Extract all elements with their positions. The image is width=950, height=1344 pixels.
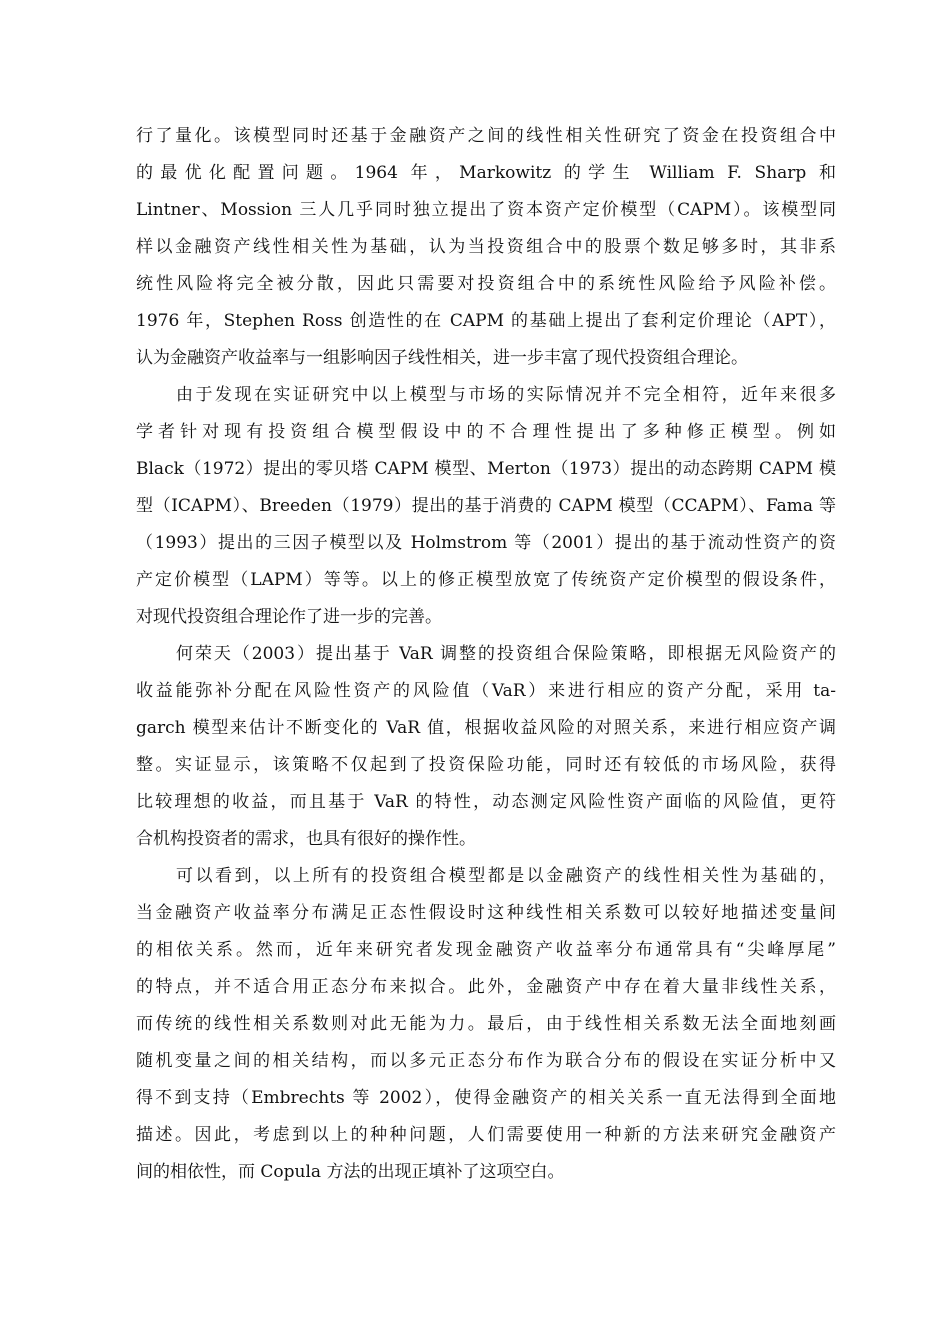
text-line: 统性风险将完全被分散，因此只需要对投资组合中的系统性风险给予风险补偿。 [136, 274, 836, 294]
text-line: Lintner、Mossion 三人几乎同时独立提出了资本资产定价模型（CAPM）。该模型同 [136, 200, 836, 220]
text-line: 产定价模型（LAPM）等等。以上的修正模型放宽了传统资产定价模型的假设条件， [136, 570, 836, 590]
paragraph-first-line: 可以看到，以上所有的投资组合模型都是以金融资产的线性相关性为基础的， [176, 866, 836, 886]
text-line: 间的相依性，而 Copula 方法的出现正填补了这项空白。 [136, 1162, 565, 1182]
text-line: 认为金融资产收益率与一组影响因子线性相关，进一步丰富了现代投资组合理论。 [136, 348, 748, 368]
text-line: 对现代投资组合理论作了进一步的完善。 [136, 607, 442, 627]
text-line: 学者针对现有投资组合模型假设中的不合理性提出了多种修正模型。例如 [136, 422, 836, 442]
text-line: Black（1972）提出的零贝塔 CAPM 模型、Merton（1973）提出的动态跨期 CAPM 模 [136, 459, 836, 479]
text-line: 样以金融资产线性相关性为基础，认为当投资组合中的股票个数足够多时，其非系 [136, 237, 836, 257]
text-line: 1976 年，Stephen Ross 创造性的在 CAPM 的基础上提出了套利定价理论（APT）， [136, 311, 836, 331]
paragraph-first-line: 由于发现在实证研究中以上模型与市场的实际情况并不完全相符，近年来很多 [176, 385, 836, 405]
text-line: 的特点，并不适合用正态分布来拟合。此外，金融资产中存在着大量非线性关系， [136, 977, 836, 997]
text-line: 而传统的线性相关系数则对此无能为力。最后，由于线性相关系数无法全面地刻画 [136, 1014, 836, 1034]
text-line: 得不到支持（Embrechts 等 2002），使得金融资产的相关关系一直无法得到全面地 [136, 1088, 836, 1108]
text-line: 收益能弥补分配在风险性资产的风险值（VaR）来进行相应的资产分配，采用 ta- [136, 681, 836, 701]
text-line: 型（ICAPM）、Breeden（1979）提出的基于消费的 CAPM 模型（CCAPM）、Fama 等 [136, 496, 836, 516]
text-line: 比较理想的收益，而且基于 VaR 的特性，动态测定风险性资产面临的风险值，更符 [136, 792, 836, 812]
text-line: 行了量化。该模型同时还基于金融资产之间的线性相关性研究了资金在投资组合中 [136, 126, 836, 146]
paragraph-first-line: 何荣天（2003）提出基于 VaR 调整的投资组合保险策略，即根据无风险资产的 [176, 644, 836, 664]
text-line: 合机构投资者的需求，也具有很好的操作性。 [136, 829, 476, 849]
text-line: 的最优化配置问题。1964 年，Markowitz 的学生 William F. Sharp 和 [136, 163, 836, 183]
text-line: 的相依关系。然而，近年来研究者发现金融资产收益率分布通常具有“尖峰厚尾” [136, 940, 836, 960]
text-line: garch 模型来估计不断变化的 VaR 值，根据收益风险的对照关系，来进行相应资产调 [136, 718, 836, 738]
text-line: （1993）提出的三因子模型以及 Holmstrom 等（2001）提出的基于流动性资产的资 [136, 533, 836, 553]
text-line: 描述。因此，考虑到以上的种种问题，人们需要使用一种新的方法来研究金融资产 [136, 1125, 836, 1145]
text-line: 整。实证显示，该策略不仅起到了投资保险功能，同时还有较低的市场风险，获得 [136, 755, 836, 775]
text-line: 随机变量之间的相关结构，而以多元正态分布作为联合分布的假设在实证分析中又 [136, 1051, 836, 1071]
text-line: 当金融资产收益率分布满足正态性假设时这种线性相关系数可以较好地描述变量间 [136, 903, 836, 923]
